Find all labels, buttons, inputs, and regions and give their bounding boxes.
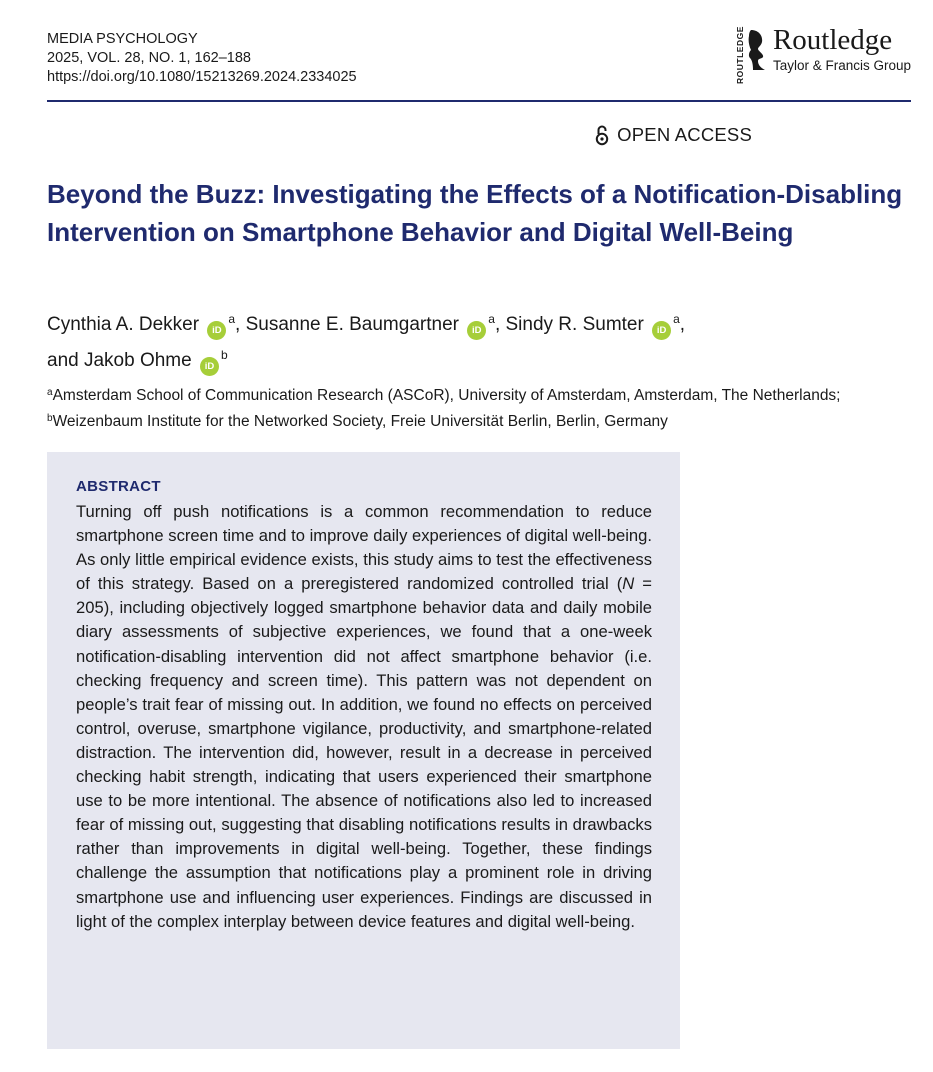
abstract-n-value: = 205 <box>76 574 652 618</box>
author-affiliation-mark: a <box>673 312 680 326</box>
author <box>47 350 228 371</box>
publisher-logo <box>735 24 911 88</box>
affiliations <box>47 381 917 433</box>
publisher-vertical-label: ROUTLEDGE <box>734 26 745 84</box>
author-separator: , <box>494 314 506 335</box>
open-lock-icon <box>595 124 609 146</box>
abstract-text: ), including objectively logged smartphone behavior data and daily mobile diary assessments of subjective experiences, we found that a one-week notification-disabling intervention did not affect smartphone behavior (i.e. checking frequency and screen time). This pattern was not dependent on people’s trait fear of missing out. In addition, we found no effects on perceived control, overuse, smartphone vigilance, productivity, and smartphone-related distraction. The intervention did, however, result in a decrease in perceived checking habit strength, indicating that users experienced their smartphone use to be more intentional. The absence of notifications also led to increased fear of missing out, suggesting that disabling notifications results in drawbacks rather than improvements in digital well-being. Together, these findings challenge the assumption that notifications play a prominent role in driving smartphone use and influencing user experiences. Findings are discussed in light of the complex interplay between device features and digital well-being. <box>76 598 652 931</box>
author-name: Cynthia A. Dekker <box>47 314 200 335</box>
abstract-body <box>76 500 652 934</box>
orcid-icon[interactable]: iD <box>467 321 486 340</box>
author-affiliation-mark: b <box>220 348 228 362</box>
author <box>47 314 246 335</box>
journal-name: MEDIA PSYCHOLOGY <box>47 31 198 47</box>
journal-volume: 2025, VOL. 28, NO. 1, 162–188 <box>47 50 251 66</box>
article-title: Beyond the Buzz: Investigating the Effects of a Notification-Disabling Intervention on Smartphone Behavior and Digital Well-Being <box>47 179 903 247</box>
publisher-group: Taylor & Francis Group <box>772 58 911 73</box>
author-affiliation-mark: a <box>488 312 495 326</box>
author-name: Susanne E. Baumgartner <box>245 314 459 335</box>
affiliation-text: Weizenbaum Institute for the Networked Society, Freie Universität Berlin, Berlin, Germany <box>52 413 668 430</box>
author-name: and Jakob Ohme <box>47 350 192 371</box>
affiliation-mark: b <box>47 413 53 424</box>
affiliation-mark: a <box>47 387 53 398</box>
author <box>246 314 506 335</box>
abstract-heading: ABSTRACT <box>76 478 161 495</box>
author-list <box>47 304 907 376</box>
orcid-icon[interactable]: iD <box>200 357 219 376</box>
journal-meta <box>47 30 357 87</box>
open-access-label: OPEN ACCESS <box>617 124 752 145</box>
orcid-icon[interactable]: iD <box>652 321 671 340</box>
author <box>506 314 686 335</box>
orcid-icon[interactable]: iD <box>207 321 226 340</box>
author-name: Sindy R. Sumter <box>505 314 644 335</box>
publisher-name: Routledge <box>772 24 893 56</box>
open-access-badge <box>595 124 752 146</box>
abstract-text: Turning off push notifications is a common recommendation to reduce smartphone screen time and to improve daily experiences of digital well-being. As only little empirical evidence exists, this study aims to test the effectiveness of this strategy. Based on a preregistered randomized controlled trial ( <box>76 502 652 594</box>
abstract-n-symbol: N <box>622 574 635 594</box>
abstract-box <box>47 452 680 1049</box>
affiliation-text: Amsterdam School of Communication Research (ASCoR), University of Amsterdam, Amsterdam, The Netherlands; <box>52 387 841 404</box>
doi-link[interactable]: https://doi.org/10.1080/15213269.2024.2334025 <box>47 69 357 85</box>
routledge-head-icon <box>747 28 767 72</box>
author-separator: , <box>235 314 246 335</box>
header-divider <box>47 100 911 102</box>
author-separator: , <box>679 314 686 335</box>
author-affiliation-mark: a <box>228 312 236 326</box>
